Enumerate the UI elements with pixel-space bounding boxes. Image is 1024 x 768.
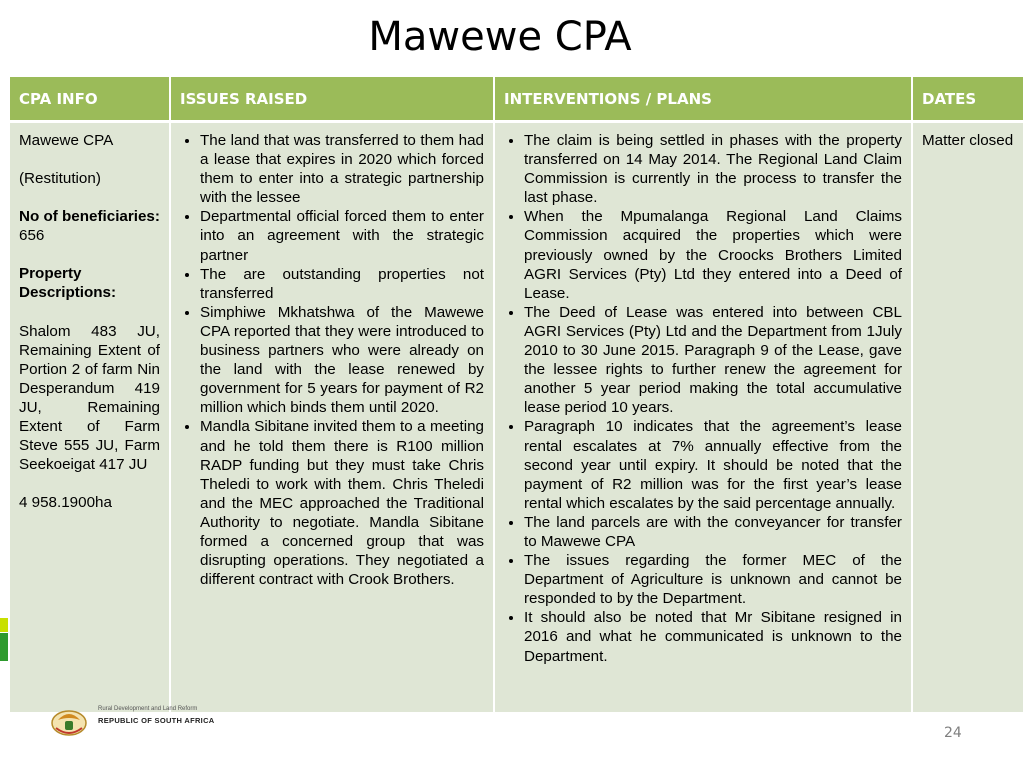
property-area: 4 958.1900ha [19,494,112,512]
cpa-table-container [10,77,1024,712]
cpa-table [10,77,1024,712]
interventions-cell [494,122,912,713]
left-accent-bar [0,633,8,661]
property-label: Property Descriptions: [19,265,117,302]
header-dates: DATES [912,77,1024,122]
list-item: • The land parcels are with the conveyancer for transfer to Mawewe CPA [524,513,902,551]
list-item: • The Deed of Lease was entered into between CBL AGRI Services (Pty) Ltd and the Department from 1July 2010 to 30 June 2015. Paragraph 9 of the Lease, gave the lessee rights to further renew the agreement for another 5 year period making the total accumulative lease period 10 years. [524,303,902,418]
header-interventions: INTERVENTIONS / PLANS [494,77,912,122]
list-item: • The land that was transferred to them had a lease that expires in 2020 which forced them to enter into a strategic partnership with the lessee [200,131,484,207]
issues-list [180,131,484,589]
cpa-info-cell [10,122,170,713]
issues-cell [170,122,494,713]
table-header-row [10,77,1024,122]
country-name: REPUBLIC OF SOUTH AFRICA [98,716,215,725]
coat-of-arms-icon [50,710,88,736]
dates-cell: Matter closed [912,122,1024,713]
interventions-list [504,131,902,666]
page-title: Mawewe CPA [368,14,632,60]
list-item: • The issues regarding the former MEC of the Department of Agriculture is unknown and cannot be responded to by the Department. [524,551,902,608]
page-number: 24 [944,725,962,741]
list-item: • When the Mpumalanga Regional Land Claims Commission acquired the properties which were previously owned by the Croocks Brothers Limited AGRI Services (Pty) Ltd they entered into a Deed of Lease. [524,207,902,302]
header-cpa-info: CPA INFO [10,77,170,122]
list-item: • The are outstanding properties not transferred [200,265,484,303]
beneficiaries-value: 656 [19,227,45,245]
cpa-name: Mawewe CPA [19,132,114,149]
cpa-type: (Restitution) [19,170,101,188]
list-item: • Departmental official forced them to enter into an agreement with the strategic partner [200,207,484,264]
left-accent-bar [0,618,8,632]
list-item: • It should also be noted that Mr Sibitane resigned in 2016 and what he communicated is unknown to the Department. [524,608,902,665]
list-item: • Paragraph 10 indicates that the agreement’s lease rental escalates at 7% annually effective from the second year until expiry. It should be noted that the payment of R2 million was for the first year’s lease rental which escalates by the said percentage annually. [524,417,902,512]
list-item: • The claim is being settled in phases with the property transferred on 14 May 2014. The Regional Land Claim Commission is currently in the process to transfer the last phase. [524,131,902,207]
beneficiaries-label: No of beneficiaries: [19,208,160,226]
property-value: Shalom 483 JU, Remaining Extent of Portion 2 of farm Nin Desperandum 419 JU, Remaining Extent of Farm Steve 555 JU, Farm Seekoeigat 417 JU [19,322,160,474]
department-name: Rural Development and Land Reform [98,706,198,712]
table-row [10,122,1024,713]
list-item: • Mandla Sibitane invited them to a meeting and he told them there is R100 million RADP funding but they must take Chris Theledi to work with them. Chris Theledi and the MEC approached the Traditional Authority to negotiate. Mandla Sibitane formed a concerned group that was disrupting operations. They negotiated a different contract with Crook Brothers. [200,417,484,589]
header-issues-raised: ISSUES RAISED [170,77,494,122]
list-item: • Simphiwe Mkhatshwa of the Mawewe CPA reported that they were introduced to business partners who were already on the land with the lease renewed by government for 5 years for payment of R2 million which binds them until 2020. [200,303,484,418]
